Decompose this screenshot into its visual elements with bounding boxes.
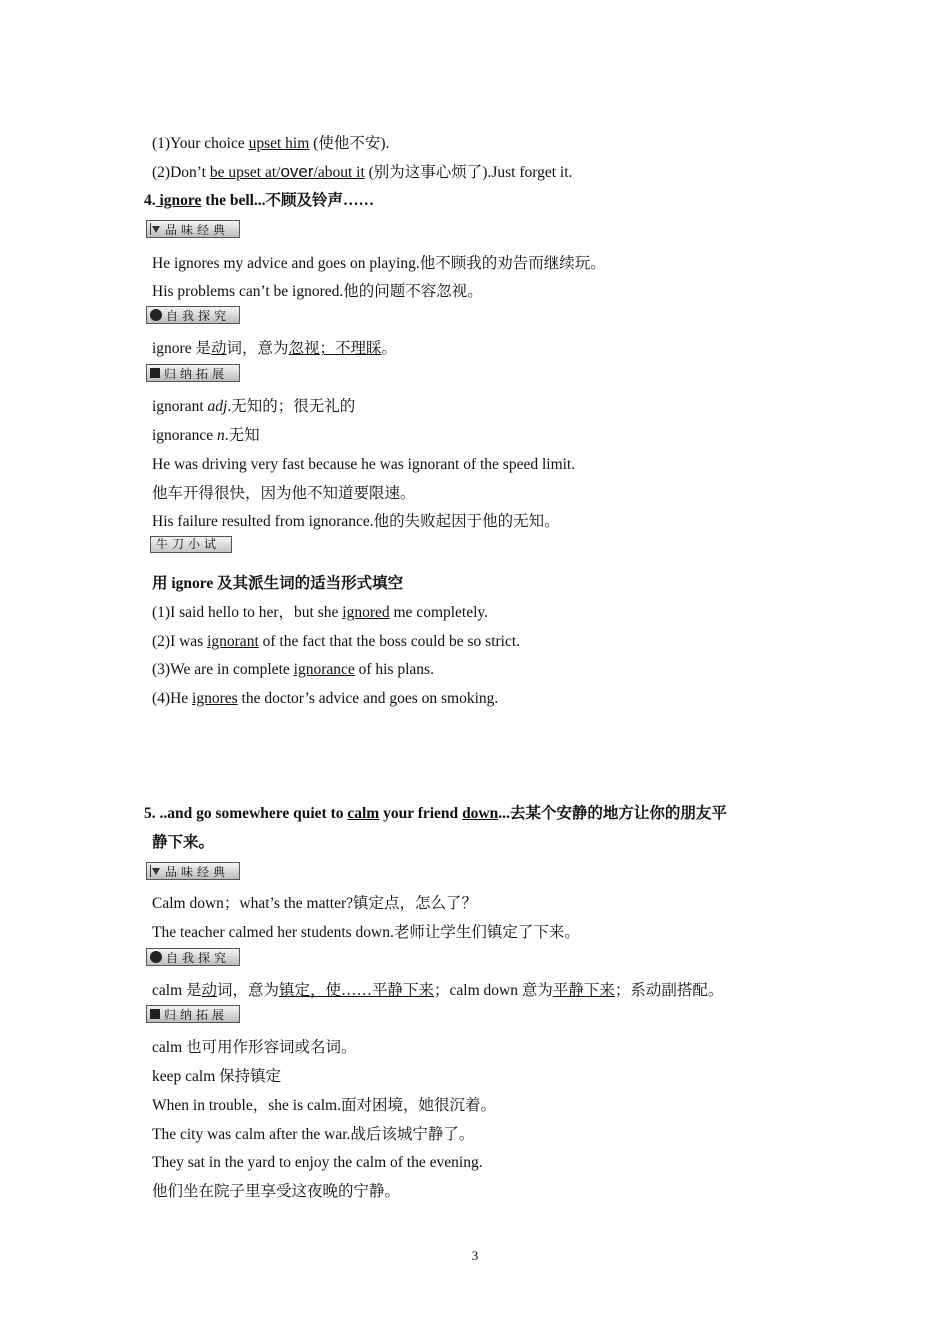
underlined-answer: upset him [248, 135, 310, 152]
section-heading-continued: 静下来。 [152, 834, 215, 851]
text: the doctor’s advice and goes on smoking. [237, 690, 499, 707]
heading-text: your friend [379, 805, 463, 822]
section-heading [144, 804, 727, 824]
heading-text: 5. ..and go somewhere quiet to [144, 805, 348, 822]
example-line: His problems can’t be ignored.他的问题不容忽视。 [152, 283, 483, 300]
extend-line: He was driving very fast because he was ignorant of the speed limit. [152, 456, 576, 473]
badge-explore [146, 948, 240, 966]
example-line: The teacher calmed her students down.老师让学生们镇定了下来。 [152, 924, 580, 941]
text: (3)We are in complete [152, 661, 294, 678]
underlined-answer: ignores [192, 690, 238, 707]
text: ignorant [152, 398, 208, 415]
text: ；系动副搭配。 [614, 982, 724, 999]
underlined-answer: ignorant [207, 633, 259, 650]
example-line [152, 162, 572, 183]
extend-line: They sat in the yard to enjoy the calm of the evening. [152, 1154, 483, 1171]
text: 词，意为 [217, 982, 280, 999]
text: (使他不安). [309, 135, 390, 152]
badge-label: 归纳拓展 [164, 366, 229, 381]
extend-line: calm 也可用作形容词或名词。 [152, 1039, 357, 1056]
text: 。 [381, 340, 398, 357]
exercise-task: 用 ignore 及其派生词的适当形式填空 [152, 575, 404, 592]
page-number: 3 [471, 1248, 479, 1263]
extend-line [152, 397, 355, 417]
underlined-answer: 镇定，使……平静下来 [279, 982, 435, 999]
explore-line [152, 339, 397, 359]
underlined-answer: 动 [201, 982, 218, 999]
underlined-answer: ignored [342, 604, 390, 621]
text: (2)I was [152, 633, 208, 650]
text: of the fact that the boss could be so strict. [258, 633, 521, 650]
text: (4)He [152, 690, 193, 707]
arrow-icon [150, 865, 161, 877]
exercise-item [152, 689, 498, 709]
section-heading [144, 191, 374, 211]
badge-label: 品味经典 [165, 222, 230, 237]
extend-line: His failure resulted from ignorance.他的失败起因于他的无知。 [152, 513, 560, 530]
text: (2)Don’t [152, 164, 210, 181]
example-line [152, 134, 389, 154]
underlined-answer: be upset at/ [209, 164, 281, 181]
text: (别为这事心烦了).Just forget it. [364, 164, 573, 181]
text: ignore 是 [152, 340, 211, 357]
badge-explore [146, 306, 240, 324]
badge-extend [146, 1005, 240, 1023]
badge-label: 牛刀小试 [150, 536, 232, 553]
example-line: Calm down；what’s the matter?镇定点，怎么了？ [152, 895, 478, 912]
arrow-icon [150, 223, 161, 235]
badge-label: 自我探究 [166, 308, 231, 323]
extend-line: keep calm 保持镇定 [152, 1068, 282, 1085]
keyword: down [462, 805, 499, 822]
exercise-item [152, 632, 520, 652]
extend-line: When in trouble，she is calm.面对困境，她很沉着。 [152, 1097, 496, 1114]
part-of-speech: n [216, 427, 225, 444]
text: .无知的；很无礼的 [227, 398, 356, 415]
square-icon [150, 1009, 160, 1019]
underlined-answer: 忽视；不理睬 [288, 340, 382, 357]
square-icon [150, 368, 160, 378]
keyword: calm [347, 805, 380, 822]
extend-line [152, 426, 260, 446]
example-line: He ignores my advice and goes on playing.他不顾我的劝告而继续玩。 [152, 255, 606, 272]
explore-line [152, 981, 723, 1001]
section-number: 4. [144, 192, 156, 209]
underlined-answer: 平静下来 [552, 982, 615, 999]
text: 词，意为 [226, 340, 289, 357]
underlined-answer: 动 [210, 340, 227, 357]
underlined-answer: over [280, 162, 314, 181]
text: me completely. [389, 604, 489, 621]
badge-label: 品味经典 [165, 864, 230, 879]
underlined-answer: ignorance [293, 661, 355, 678]
exercise-item [152, 603, 488, 623]
text: calm 是 [152, 982, 202, 999]
badge-label: 自我探究 [166, 950, 231, 965]
badge-extend [146, 364, 240, 382]
text: (1)Your choice [152, 135, 249, 152]
text: ；calm down 意为 [434, 982, 553, 999]
heading-text: the bell...不顾及铃声…… [201, 192, 375, 209]
extend-line: 他车开得很快，因为他不知道要限速。 [152, 485, 416, 502]
part-of-speech: adj [207, 398, 228, 415]
text: (1)I said hello to her，but she [152, 604, 343, 621]
dot-icon [150, 951, 162, 963]
text: of his plans. [354, 661, 434, 678]
text: ignorance [152, 427, 217, 444]
badge-try [144, 536, 258, 560]
badge-label: 归纳拓展 [164, 1007, 229, 1022]
badge-classic [146, 862, 240, 880]
extend-line: 他们坐在院子里享受这夜晚的宁静。 [152, 1183, 401, 1200]
underlined-answer: /about it [313, 164, 365, 181]
keyword: ignore [155, 192, 202, 209]
text: .无知 [224, 427, 260, 444]
dot-icon [150, 309, 162, 321]
extend-line: The city was calm after the war.战后该城宁静了。 [152, 1126, 475, 1143]
badge-classic [146, 220, 240, 238]
heading-text: ...去某个安静的地方让你的朋友平 [498, 805, 727, 822]
exercise-item [152, 660, 434, 680]
